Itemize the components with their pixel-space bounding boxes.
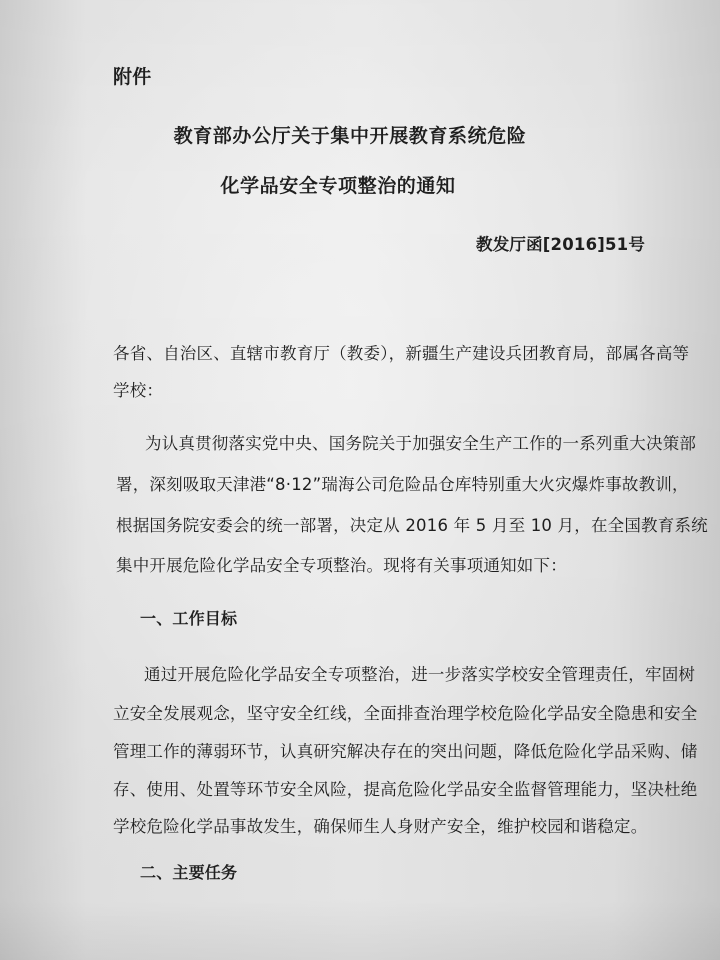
section-1-line-2: 立安全发展观念，坚守安全红线，全面排查治理学校危险化学品安全隐患和安全 <box>113 704 698 723</box>
document-title-line-1: 教育部办公厅关于集中开展教育系统危险 <box>173 125 527 147</box>
document-number: 教发厅函[2016]51号 <box>476 235 646 254</box>
intro-line-3: 根据国务院安委会的统一部署，决定从 2016 年 5 月至 10 月，在全国教育系统 <box>116 516 708 535</box>
intro-line-4: 集中开展危险化学品安全专项整治。现将有关事项通知如下： <box>116 556 567 575</box>
attachment-label: 附件 <box>113 66 152 88</box>
section-1-line-3: 管理工作的薄弱环节，认真研究解决存在的突出问题，降低危险化学品采购、储 <box>113 742 698 761</box>
intro-line-1: 为认真贯彻落实党中央、国务院关于加强安全生产工作的一系列重大决策部 <box>145 434 697 453</box>
document-title-line-2: 化学品安全专项整治的通知 <box>220 175 456 197</box>
section-1-line-1: 通过开展危险化学品安全专项整治，进一步落实学校安全管理责任，牢固树 <box>144 665 696 684</box>
section-1-line-4: 存、使用、处置等环节安全风险，提高危险化学品安全监督管理能力，坚决杜绝 <box>113 780 698 799</box>
addressee-line-2: 学校： <box>113 381 164 400</box>
intro-line-2: 署，深刻吸取天津港“8·12”瑞海公司危险品仓库特别重大火灾爆炸事故教训， <box>116 475 689 494</box>
addressee-line-1: 各省、自治区、直辖市教育厅（教委），新疆生产建设兵团教育局，部属各高等 <box>113 344 690 363</box>
section-1-heading: 一、工作目标 <box>140 609 238 628</box>
section-2-heading: 二、主要任务 <box>140 863 238 882</box>
page-shadow <box>0 900 720 960</box>
section-1-line-5: 学校危险化学品事故发生，确保师生人身财产安全，维护校园和谐稳定。 <box>113 817 648 836</box>
